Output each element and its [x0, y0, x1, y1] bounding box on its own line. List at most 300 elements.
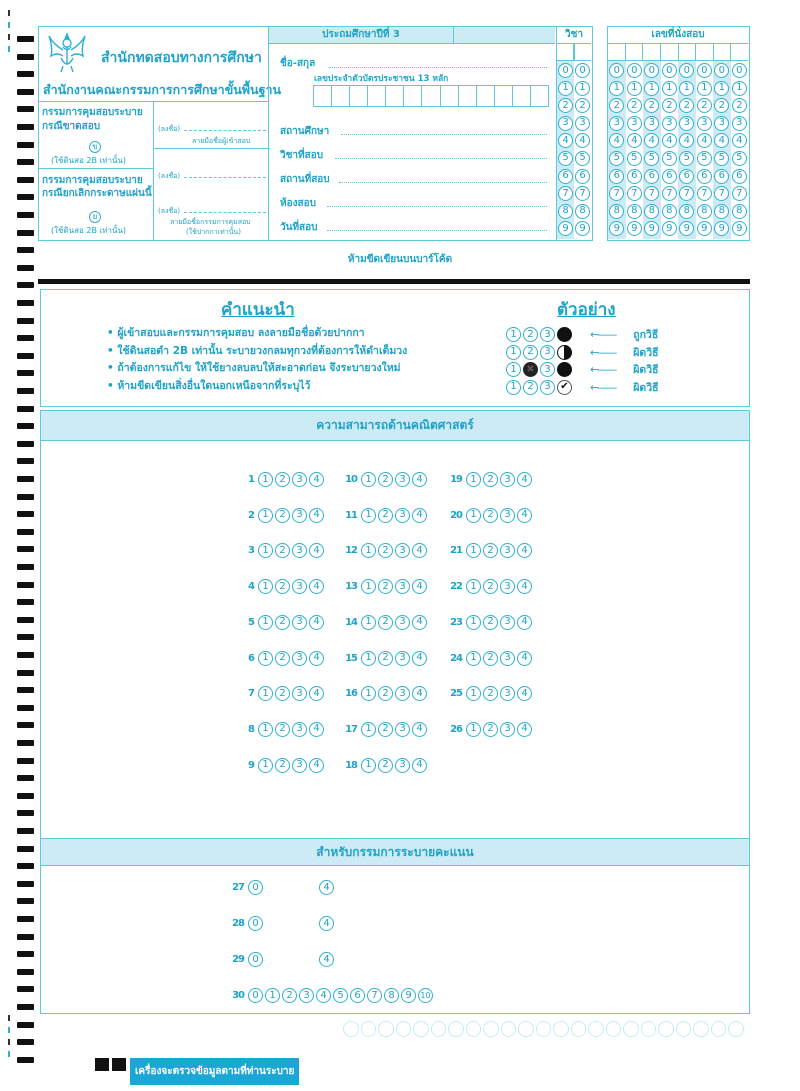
id-digit-box[interactable] [495, 86, 513, 106]
answer-bubble[interactable]: 2 [378, 508, 393, 523]
id-digit-box[interactable] [422, 86, 440, 106]
answer-bubble[interactable]: 3 [395, 615, 410, 630]
question-row [236, 651, 324, 666]
subject-digit-bubble[interactable]: 2 [575, 98, 590, 113]
answer-bubble[interactable]: 3 [395, 579, 410, 594]
answer-bubble[interactable]: 2 [275, 579, 290, 594]
answer-bubble[interactable]: 2 [483, 508, 498, 523]
question-row [236, 758, 324, 773]
answer-bubble[interactable]: 3 [500, 543, 515, 558]
seat-digit-write-box[interactable] [679, 44, 697, 60]
seat-digit-bubble[interactable]: 5 [662, 151, 677, 166]
faint-circle [361, 1021, 377, 1037]
answer-bubble[interactable]: 4 [517, 543, 532, 558]
answer-bubble[interactable]: 2 [378, 543, 393, 558]
seat-digit-bubble[interactable]: 0 [627, 63, 642, 78]
answer-bubble[interactable]: 4 [517, 579, 532, 594]
answer-bubble[interactable]: 4 [412, 758, 427, 773]
answer-bubble[interactable]: 2 [378, 615, 393, 630]
answer-bubble[interactable]: 1 [466, 472, 481, 487]
answer-bubble[interactable]: 2 [275, 651, 290, 666]
answer-bubble[interactable]: 4 [309, 651, 324, 666]
question-row [444, 651, 532, 666]
answer-bubble[interactable]: 4 [309, 508, 324, 523]
answer-bubble[interactable]: 2 [378, 722, 393, 737]
score-bubble[interactable]: 0 [248, 916, 263, 931]
seat-digit-bubble[interactable]: 9 [679, 221, 694, 236]
seat-digit-write-box[interactable] [608, 44, 626, 60]
seat-digit-column [696, 61, 714, 239]
seat-digit-bubble[interactable]: 2 [627, 98, 642, 113]
seat-digit-bubble[interactable]: 9 [697, 221, 712, 236]
subject-digit-bubble[interactable]: 4 [575, 133, 590, 148]
seat-digit-bubble[interactable]: 2 [644, 98, 659, 113]
footer-black-square-2 [112, 1058, 126, 1071]
subject-digit-bubble[interactable]: 9 [558, 221, 573, 236]
answer-bubble[interactable]: 3 [395, 758, 410, 773]
answer-bubble[interactable]: 3 [395, 472, 410, 487]
timing-mark [17, 36, 34, 42]
seat-digit-bubble[interactable]: 8 [697, 204, 712, 219]
score-bubble[interactable]: 4 [316, 988, 331, 1003]
answer-bubble[interactable]: 2 [275, 543, 290, 558]
answer-bubble[interactable]: 1 [258, 543, 273, 558]
seat-digit-bubble[interactable]: 6 [644, 169, 659, 184]
answer-bubble[interactable]: 4 [412, 722, 427, 737]
answer-bubble[interactable]: 2 [275, 686, 290, 701]
seat-digit-bubble[interactable]: 0 [714, 63, 729, 78]
score-bubble[interactable]: 0 [248, 988, 263, 1003]
seat-digit-bubble[interactable]: 3 [644, 116, 659, 131]
seat-digit-bubble[interactable]: 5 [644, 151, 659, 166]
seat-digit-bubble[interactable]: 1 [679, 81, 694, 96]
answer-bubble[interactable]: 3 [292, 758, 307, 773]
subject-digit-bubble[interactable]: 5 [575, 151, 590, 166]
answer-bubble[interactable]: 2 [483, 472, 498, 487]
score-bubble[interactable]: 4 [319, 880, 334, 895]
seat-digit-bubble[interactable]: 0 [662, 63, 677, 78]
question-row [236, 543, 324, 558]
seat-digit-bubble[interactable]: 6 [732, 169, 747, 184]
seat-digit-bubble[interactable]: 6 [662, 169, 677, 184]
seat-digit-write-box[interactable] [626, 44, 644, 60]
seat-digit-bubble[interactable]: 4 [627, 133, 642, 148]
subject-digit-bubble[interactable]: 7 [575, 186, 590, 201]
seat-digit-bubble[interactable]: 1 [627, 81, 642, 96]
answer-bubble[interactable]: 4 [309, 722, 324, 737]
score-question-number: 30 [232, 990, 244, 1001]
seat-digit-write-box[interactable] [714, 44, 732, 60]
answer-bubble[interactable]: 2 [378, 651, 393, 666]
seat-digit-bubble[interactable]: 4 [662, 133, 677, 148]
answer-bubble[interactable]: 3 [500, 651, 515, 666]
score-bubble[interactable]: 0 [248, 880, 263, 895]
seat-digit-bubble[interactable]: 5 [609, 151, 624, 166]
answer-bubble[interactable]: 4 [517, 508, 532, 523]
seat-digit-bubble[interactable]: 3 [679, 116, 694, 131]
seat-digit-bubble[interactable]: 6 [609, 169, 624, 184]
seat-digit-bubble[interactable]: 2 [662, 98, 677, 113]
cancel-note: (ใช้ดินสอ 2B เท่านั้น) [51, 226, 127, 235]
subject-digit-bubble[interactable]: 1 [575, 81, 590, 96]
answer-bubble[interactable]: 3 [292, 615, 307, 630]
score-bubble[interactable]: 4 [319, 952, 334, 967]
answer-bubble[interactable]: 4 [517, 472, 532, 487]
subject-digit-bubble[interactable]: 8 [558, 204, 573, 219]
subject-digit-bubble[interactable]: 3 [558, 116, 573, 131]
seat-digit-bubble[interactable]: 2 [714, 98, 729, 113]
subject-digit-bubble[interactable]: 3 [575, 116, 590, 131]
question-row [339, 615, 427, 630]
timing-mark [17, 969, 34, 975]
answer-bubble[interactable]: 2 [483, 651, 498, 666]
answer-bubble[interactable]: 4 [412, 615, 427, 630]
answer-bubble[interactable]: 4 [412, 579, 427, 594]
subject-digit-bubble[interactable]: 8 [575, 204, 590, 219]
score-bubble[interactable]: 1 [265, 988, 280, 1003]
instruction-item: • ผู้เข้าสอบและกรรมการคุมสอบ ลงลายมือชื่อด้วยปากกา [107, 327, 365, 339]
seat-digit-bubble[interactable]: 4 [644, 133, 659, 148]
answer-bubble[interactable]: 1 [361, 472, 376, 487]
seat-digit-bubble[interactable]: 7 [609, 186, 624, 201]
example-result: ผิดวิธี [633, 381, 659, 394]
answer-bubble[interactable]: 3 [395, 686, 410, 701]
seat-digit-bubble[interactable]: 3 [697, 116, 712, 131]
answer-bubble[interactable]: 1 [361, 508, 376, 523]
answer-bubble[interactable]: 3 [500, 579, 515, 594]
seat-digit-write-box[interactable] [643, 44, 661, 60]
seat-digit-write-box[interactable] [661, 44, 679, 60]
answer-bubble[interactable]: 3 [292, 579, 307, 594]
answer-bubble[interactable]: 4 [412, 651, 427, 666]
faint-circle [606, 1021, 622, 1037]
subject-digit-bubble[interactable]: 0 [558, 63, 573, 78]
seat-digit-bubble[interactable]: 6 [679, 169, 694, 184]
seat-digit-bubble[interactable]: 1 [714, 81, 729, 96]
subject-digit-bubble[interactable]: 2 [558, 98, 573, 113]
timing-mark [17, 212, 34, 218]
answer-bubble[interactable]: 1 [466, 615, 481, 630]
proctor-sign-field-2[interactable] [184, 212, 266, 213]
subject-digit-bubble[interactable]: 5 [558, 151, 573, 166]
seat-digit-bubble[interactable]: 4 [697, 133, 712, 148]
seat-digit-bubble[interactable]: 7 [732, 186, 747, 201]
seat-digit-bubble[interactable]: 8 [609, 204, 624, 219]
id-digit-box[interactable] [350, 86, 368, 106]
absent-bubble[interactable]: ข [89, 141, 101, 153]
seat-digit-bubble[interactable]: 7 [627, 186, 642, 201]
seat-digit-bubble[interactable]: 5 [627, 151, 642, 166]
seat-digit-bubble[interactable]: 2 [732, 98, 747, 113]
answer-bubble[interactable]: 1 [361, 615, 376, 630]
score-bubble[interactable]: 0 [248, 952, 263, 967]
seat-digit-bubble[interactable]: 5 [697, 151, 712, 166]
answer-bubble[interactable]: 1 [466, 686, 481, 701]
seat-digit-bubble[interactable]: 2 [679, 98, 694, 113]
score-bubble[interactable]: 6 [350, 988, 365, 1003]
subject-digit-bubble[interactable]: 4 [558, 133, 573, 148]
seat-digit-bubble[interactable]: 4 [732, 133, 747, 148]
student-sign-field[interactable] [184, 130, 266, 131]
answer-bubble[interactable]: 4 [517, 686, 532, 701]
question-number: 4 [248, 581, 254, 593]
answer-bubble[interactable]: 1 [258, 472, 273, 487]
answer-bubble[interactable]: 1 [258, 758, 273, 773]
example-row [506, 326, 659, 344]
answer-bubble[interactable]: 1 [466, 722, 481, 737]
seat-digit-bubble[interactable]: 3 [662, 116, 677, 131]
answer-bubble[interactable]: 3 [292, 508, 307, 523]
answer-bubble[interactable]: 3 [292, 651, 307, 666]
seat-digit-write-box[interactable] [696, 44, 714, 60]
faint-circle [641, 1021, 657, 1037]
seat-digit-bubble[interactable]: 2 [697, 98, 712, 113]
seat-digit-bubble[interactable]: 9 [609, 221, 624, 236]
id-digit-box[interactable] [477, 86, 495, 106]
header-org-box [38, 26, 282, 102]
timing-mark [17, 705, 34, 711]
score-bubble[interactable]: 4 [319, 916, 334, 931]
example-result: ผิดวิธี [633, 364, 659, 377]
subject-digit-bubble[interactable]: 6 [558, 169, 573, 184]
answer-bubble[interactable]: 3 [292, 722, 307, 737]
answer-bubble[interactable]: 4 [412, 686, 427, 701]
question-number: 2 [248, 509, 254, 521]
seat-digit-bubble[interactable]: 0 [644, 63, 659, 78]
date-field[interactable] [327, 230, 547, 231]
seat-digit-bubble[interactable]: 9 [732, 221, 747, 236]
timing-mark [17, 617, 34, 623]
answer-bubble[interactable]: 4 [517, 615, 532, 630]
seat-digit-bubble[interactable]: 0 [609, 63, 624, 78]
seat-digit-bubble[interactable]: 4 [714, 133, 729, 148]
seat-digit-bubble[interactable]: 9 [627, 221, 642, 236]
answer-bubble[interactable]: 1 [466, 508, 481, 523]
answer-bubble[interactable]: 4 [517, 651, 532, 666]
answer-bubble[interactable]: 2 [483, 686, 498, 701]
answer-bubble[interactable]: 3 [292, 543, 307, 558]
timing-mark [17, 934, 34, 940]
subject-digit-bubble[interactable]: 6 [575, 169, 590, 184]
seat-digit-bubble[interactable]: 9 [662, 221, 677, 236]
seat-digit-bubble[interactable]: 8 [644, 204, 659, 219]
venue-field[interactable] [339, 182, 547, 183]
answer-bubble[interactable]: 4 [412, 508, 427, 523]
question-number: 23 [450, 616, 462, 628]
id-digit-box[interactable] [459, 86, 477, 106]
seat-digit-bubble[interactable]: 3 [609, 116, 624, 131]
seat-digit-bubble[interactable]: 1 [609, 81, 624, 96]
proctor-sign-field-1[interactable] [184, 177, 266, 178]
example-bubble: 3 [540, 345, 555, 360]
room-field[interactable] [327, 206, 547, 207]
score-row [226, 880, 334, 895]
id-digit-box[interactable] [441, 86, 459, 106]
seat-digit-bubble[interactable]: 0 [697, 63, 712, 78]
seat-digit-bubble[interactable]: 7 [697, 186, 712, 201]
answer-bubble[interactable]: 4 [309, 543, 324, 558]
seat-digit-bubble[interactable]: 7 [662, 186, 677, 201]
seat-digit-bubble[interactable]: 3 [627, 116, 642, 131]
timing-mark [17, 124, 34, 130]
answer-bubble[interactable]: 4 [517, 722, 532, 737]
answer-bubble[interactable]: 2 [275, 758, 290, 773]
answer-bubble[interactable]: 3 [292, 686, 307, 701]
question-row [444, 722, 532, 737]
timing-mark [17, 370, 34, 376]
edge-mark [8, 10, 10, 16]
answer-bubble[interactable]: 2 [378, 758, 393, 773]
question-row [339, 722, 427, 737]
student-sign-label: ลายมือชื่อผู้เข้าสอบ [192, 137, 251, 145]
answer-bubble[interactable]: 2 [483, 722, 498, 737]
seat-digit-bubble[interactable]: 1 [662, 81, 677, 96]
answer-bubble[interactable]: 1 [361, 543, 376, 558]
seat-digit-bubble[interactable]: 1 [644, 81, 659, 96]
score-bubble[interactable]: 3 [299, 988, 314, 1003]
score-bubble[interactable]: 9 [401, 988, 416, 1003]
id-digit-box[interactable] [513, 86, 531, 106]
answer-bubble[interactable]: 3 [292, 472, 307, 487]
subject-digit-bubble[interactable]: 0 [575, 63, 590, 78]
seat-digit-bubble[interactable]: 8 [679, 204, 694, 219]
answer-bubble[interactable]: 1 [361, 686, 376, 701]
score-bubble[interactable]: 5 [333, 988, 348, 1003]
seat-digit-bubble[interactable]: 5 [679, 151, 694, 166]
answer-bubble[interactable]: 3 [500, 722, 515, 737]
answer-bubble[interactable]: 1 [466, 651, 481, 666]
question-number: 25 [450, 688, 462, 700]
seat-digit-bubble[interactable]: 4 [679, 133, 694, 148]
seat-digit-write-box[interactable] [731, 44, 748, 60]
answer-bubble[interactable]: 3 [500, 615, 515, 630]
answer-bubble[interactable]: 4 [309, 579, 324, 594]
seat-digit-bubble[interactable]: 9 [644, 221, 659, 236]
answer-bubble[interactable]: 1 [258, 508, 273, 523]
seat-digit-bubble[interactable]: 8 [627, 204, 642, 219]
instruction-item: • ถ้าต้องการแก้ไข ให้ใช้ยางลบลบให้สะอาดก่อน จึงระบายวงใหม่ [107, 362, 401, 374]
answer-bubble[interactable]: 1 [258, 615, 273, 630]
answer-bubble[interactable]: 2 [483, 579, 498, 594]
answer-bubble[interactable]: 4 [412, 472, 427, 487]
answer-bubble[interactable]: 1 [361, 758, 376, 773]
timing-mark [17, 881, 34, 887]
answer-bubble[interactable]: 4 [309, 615, 324, 630]
score-bubble[interactable]: 8 [384, 988, 399, 1003]
seat-digit-bubble[interactable]: 1 [732, 81, 747, 96]
seat-digit-bubble[interactable]: 7 [679, 186, 694, 201]
seat-digit-bubble[interactable]: 7 [644, 186, 659, 201]
seat-digit-bubble[interactable]: 8 [662, 204, 677, 219]
answer-bubble[interactable]: 2 [275, 722, 290, 737]
seat-digit-bubble[interactable]: 6 [714, 169, 729, 184]
answer-bubble[interactable]: 4 [309, 758, 324, 773]
question-number: 12 [345, 545, 357, 557]
footer-black-square-1 [95, 1058, 109, 1071]
subject-digit-bubble[interactable]: 7 [558, 186, 573, 201]
score-bubble[interactable]: 10 [418, 988, 433, 1003]
seat-digit-bubble[interactable]: 4 [609, 133, 624, 148]
answer-bubble[interactable]: 2 [378, 686, 393, 701]
answer-bubble[interactable]: 2 [378, 579, 393, 594]
subject-digit-bubble[interactable]: 1 [558, 81, 573, 96]
timing-mark [17, 441, 34, 447]
answer-bubble[interactable]: 4 [412, 543, 427, 558]
seat-digit-bubble[interactable]: 7 [714, 186, 729, 201]
score-bubble[interactable]: 2 [282, 988, 297, 1003]
seat-digit-bubble[interactable]: 2 [609, 98, 624, 113]
room-label: ห้องสอบ [280, 198, 316, 209]
cancel-bubble[interactable]: ย [89, 211, 101, 223]
answer-bubble[interactable]: 2 [483, 615, 498, 630]
id-digit-box[interactable] [314, 86, 332, 106]
proctor-sign-label: ลายมือชื่อกรรมการคุมสอบ [170, 218, 251, 226]
example-bubble: 1 [506, 345, 521, 360]
seat-digit-bubble[interactable]: 8 [714, 204, 729, 219]
seat-digit-bubble[interactable]: 9 [714, 221, 729, 236]
answer-bubble[interactable]: 1 [361, 651, 376, 666]
score-bubble[interactable]: 7 [367, 988, 382, 1003]
seat-digit-bubble[interactable]: 0 [679, 63, 694, 78]
question-row [339, 686, 427, 701]
answer-bubble[interactable]: 2 [275, 508, 290, 523]
answer-bubble[interactable]: 3 [395, 508, 410, 523]
seat-digit-bubble[interactable]: 5 [732, 151, 747, 166]
answer-bubble[interactable]: 1 [258, 579, 273, 594]
exam-subject-field[interactable] [335, 158, 547, 159]
answer-bubble[interactable]: 2 [275, 472, 290, 487]
answer-bubble[interactable]: 4 [309, 472, 324, 487]
answer-bubble[interactable]: 3 [500, 508, 515, 523]
seat-digit-bubble[interactable]: 1 [697, 81, 712, 96]
answer-bubble[interactable]: 2 [378, 472, 393, 487]
seat-digit-bubble[interactable]: 5 [714, 151, 729, 166]
answer-bubble[interactable]: 4 [309, 686, 324, 701]
name-field[interactable] [329, 67, 547, 68]
answer-bubble[interactable]: 1 [361, 722, 376, 737]
answer-bubble[interactable]: 3 [395, 543, 410, 558]
seat-digit-bubble[interactable]: 3 [714, 116, 729, 131]
answer-bubble[interactable]: 1 [258, 722, 273, 737]
answer-bubble[interactable]: 1 [258, 651, 273, 666]
answer-bubble[interactable]: 1 [258, 686, 273, 701]
question-row [444, 615, 532, 630]
id-digit-box[interactable] [368, 86, 386, 106]
edge-mark [8, 1027, 10, 1033]
answer-bubble[interactable]: 3 [395, 722, 410, 737]
id-digit-box[interactable] [332, 86, 350, 106]
school-field[interactable] [341, 134, 547, 135]
seat-digit-bubble[interactable]: 3 [732, 116, 747, 131]
seat-digit-bubble[interactable]: 6 [697, 169, 712, 184]
id-digit-box[interactable] [404, 86, 422, 106]
answer-bubble[interactable]: 3 [500, 472, 515, 487]
answer-bubble[interactable]: 1 [466, 543, 481, 558]
answer-bubble[interactable]: 2 [483, 543, 498, 558]
answer-bubble[interactable]: 3 [395, 651, 410, 666]
subject-digit-bubble[interactable]: 9 [575, 221, 590, 236]
answer-bubble[interactable]: 1 [466, 579, 481, 594]
answer-bubble[interactable]: 3 [500, 686, 515, 701]
seat-digit-bubble[interactable]: 6 [627, 169, 642, 184]
id-digit-box[interactable] [531, 86, 548, 106]
id-digit-box[interactable] [386, 86, 404, 106]
answer-bubble[interactable]: 1 [361, 579, 376, 594]
seat-digit-bubble[interactable]: 0 [732, 63, 747, 78]
answer-bubble[interactable]: 2 [275, 615, 290, 630]
seat-digit-bubble[interactable]: 8 [732, 204, 747, 219]
student-sign-box [154, 102, 270, 149]
